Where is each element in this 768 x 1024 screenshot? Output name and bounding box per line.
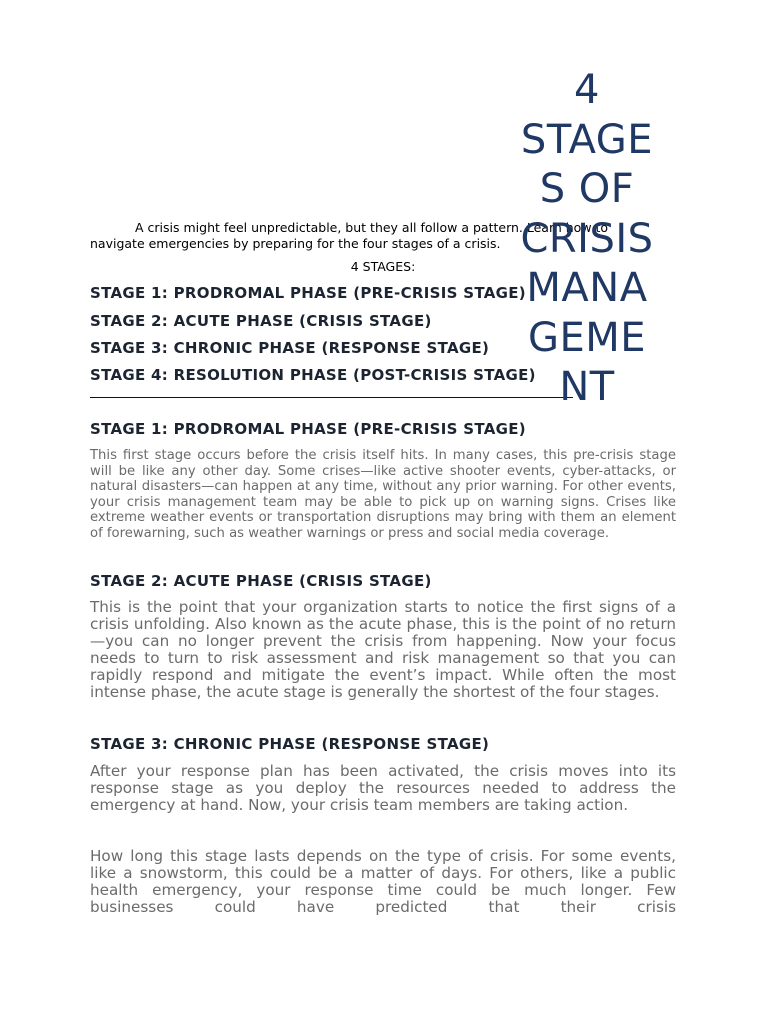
section-paragraph-stage-1: This first stage occurs before the crisis itself hits. In many cases, this pre-crisis stage will be like any other day. Some crises—like active shooter events, cyber-attacks, or natural disasters—can happen at any time, without any prior warning. For other events, your crisis management team may be able to pick up on warning signs. Crises like extreme weather events or transportation disruptions may bring with them an element of forewarning, such as weather warnings or press and social media coverage. [90,448,676,541]
stages-caption: 4 STAGES: [350,259,416,274]
section-heading-stage-3: STAGE 3: CHRONIC PHASE (RESPONSE STAGE) [90,735,490,753]
stage-list-item-3: STAGE 3: CHRONIC PHASE (RESPONSE STAGE) [90,339,490,357]
title-line: GEME [527,314,647,361]
intro-paragraph: A crisis might feel unpredictable, but they all follow a pattern. Learn how to navigate emergencies by preparing for the four stages of a crisis. [90,220,609,251]
section-paragraph-stage-3: After your response plan has been activated, the crisis moves into its response stage as you deploy the resources needed to address the emergency at hand. Now, your crisis team members are taking action. [90,762,676,814]
title-line: S OF [539,166,635,212]
stage-list-item-1: STAGE 1: PRODROMAL PHASE (PRE-CRISIS STAGE) [90,284,526,302]
section-heading-stage-2: STAGE 2: ACUTE PHASE (CRISIS STAGE) [90,572,432,590]
section-heading-stage-1: STAGE 1: PRODROMAL PHASE (PRE-CRISIS STAGE) [90,420,526,438]
document-title [506,66,668,413]
stage-list-item-2: STAGE 2: ACUTE PHASE (CRISIS STAGE) [90,312,432,330]
divider-line [90,397,573,398]
title-line: 4 [574,67,600,113]
title-line: STAGE [520,116,654,163]
section-paragraph-stage-3-continued: How long this stage lasts depends on the type of crisis. For some events, like a snowstorm, this could be a matter of days. For others, like a public health emergency, your response time could be much longer. Few businesses could have predicted that their crisis [90,847,676,916]
title-line: CRISIS [520,215,654,262]
title-line: MANA [526,265,648,311]
stage-list-item-4: STAGE 4: RESOLUTION PHASE (POST-CRISIS STAGE) [90,366,536,384]
title-line: NT [559,364,615,410]
section-paragraph-stage-2: This is the point that your organization starts to notice the first signs of a crisis unfolding. Also known as the acute phase, this is the point of no return—you can no longer prevent the crisis from happening. Now your focus needs to turn to risk assessment and risk management so that you can rapidly respond and mitigate the event’s impact. While often the most intense phase, the acute stage is generally the shortest of the four stages. [90,598,676,701]
